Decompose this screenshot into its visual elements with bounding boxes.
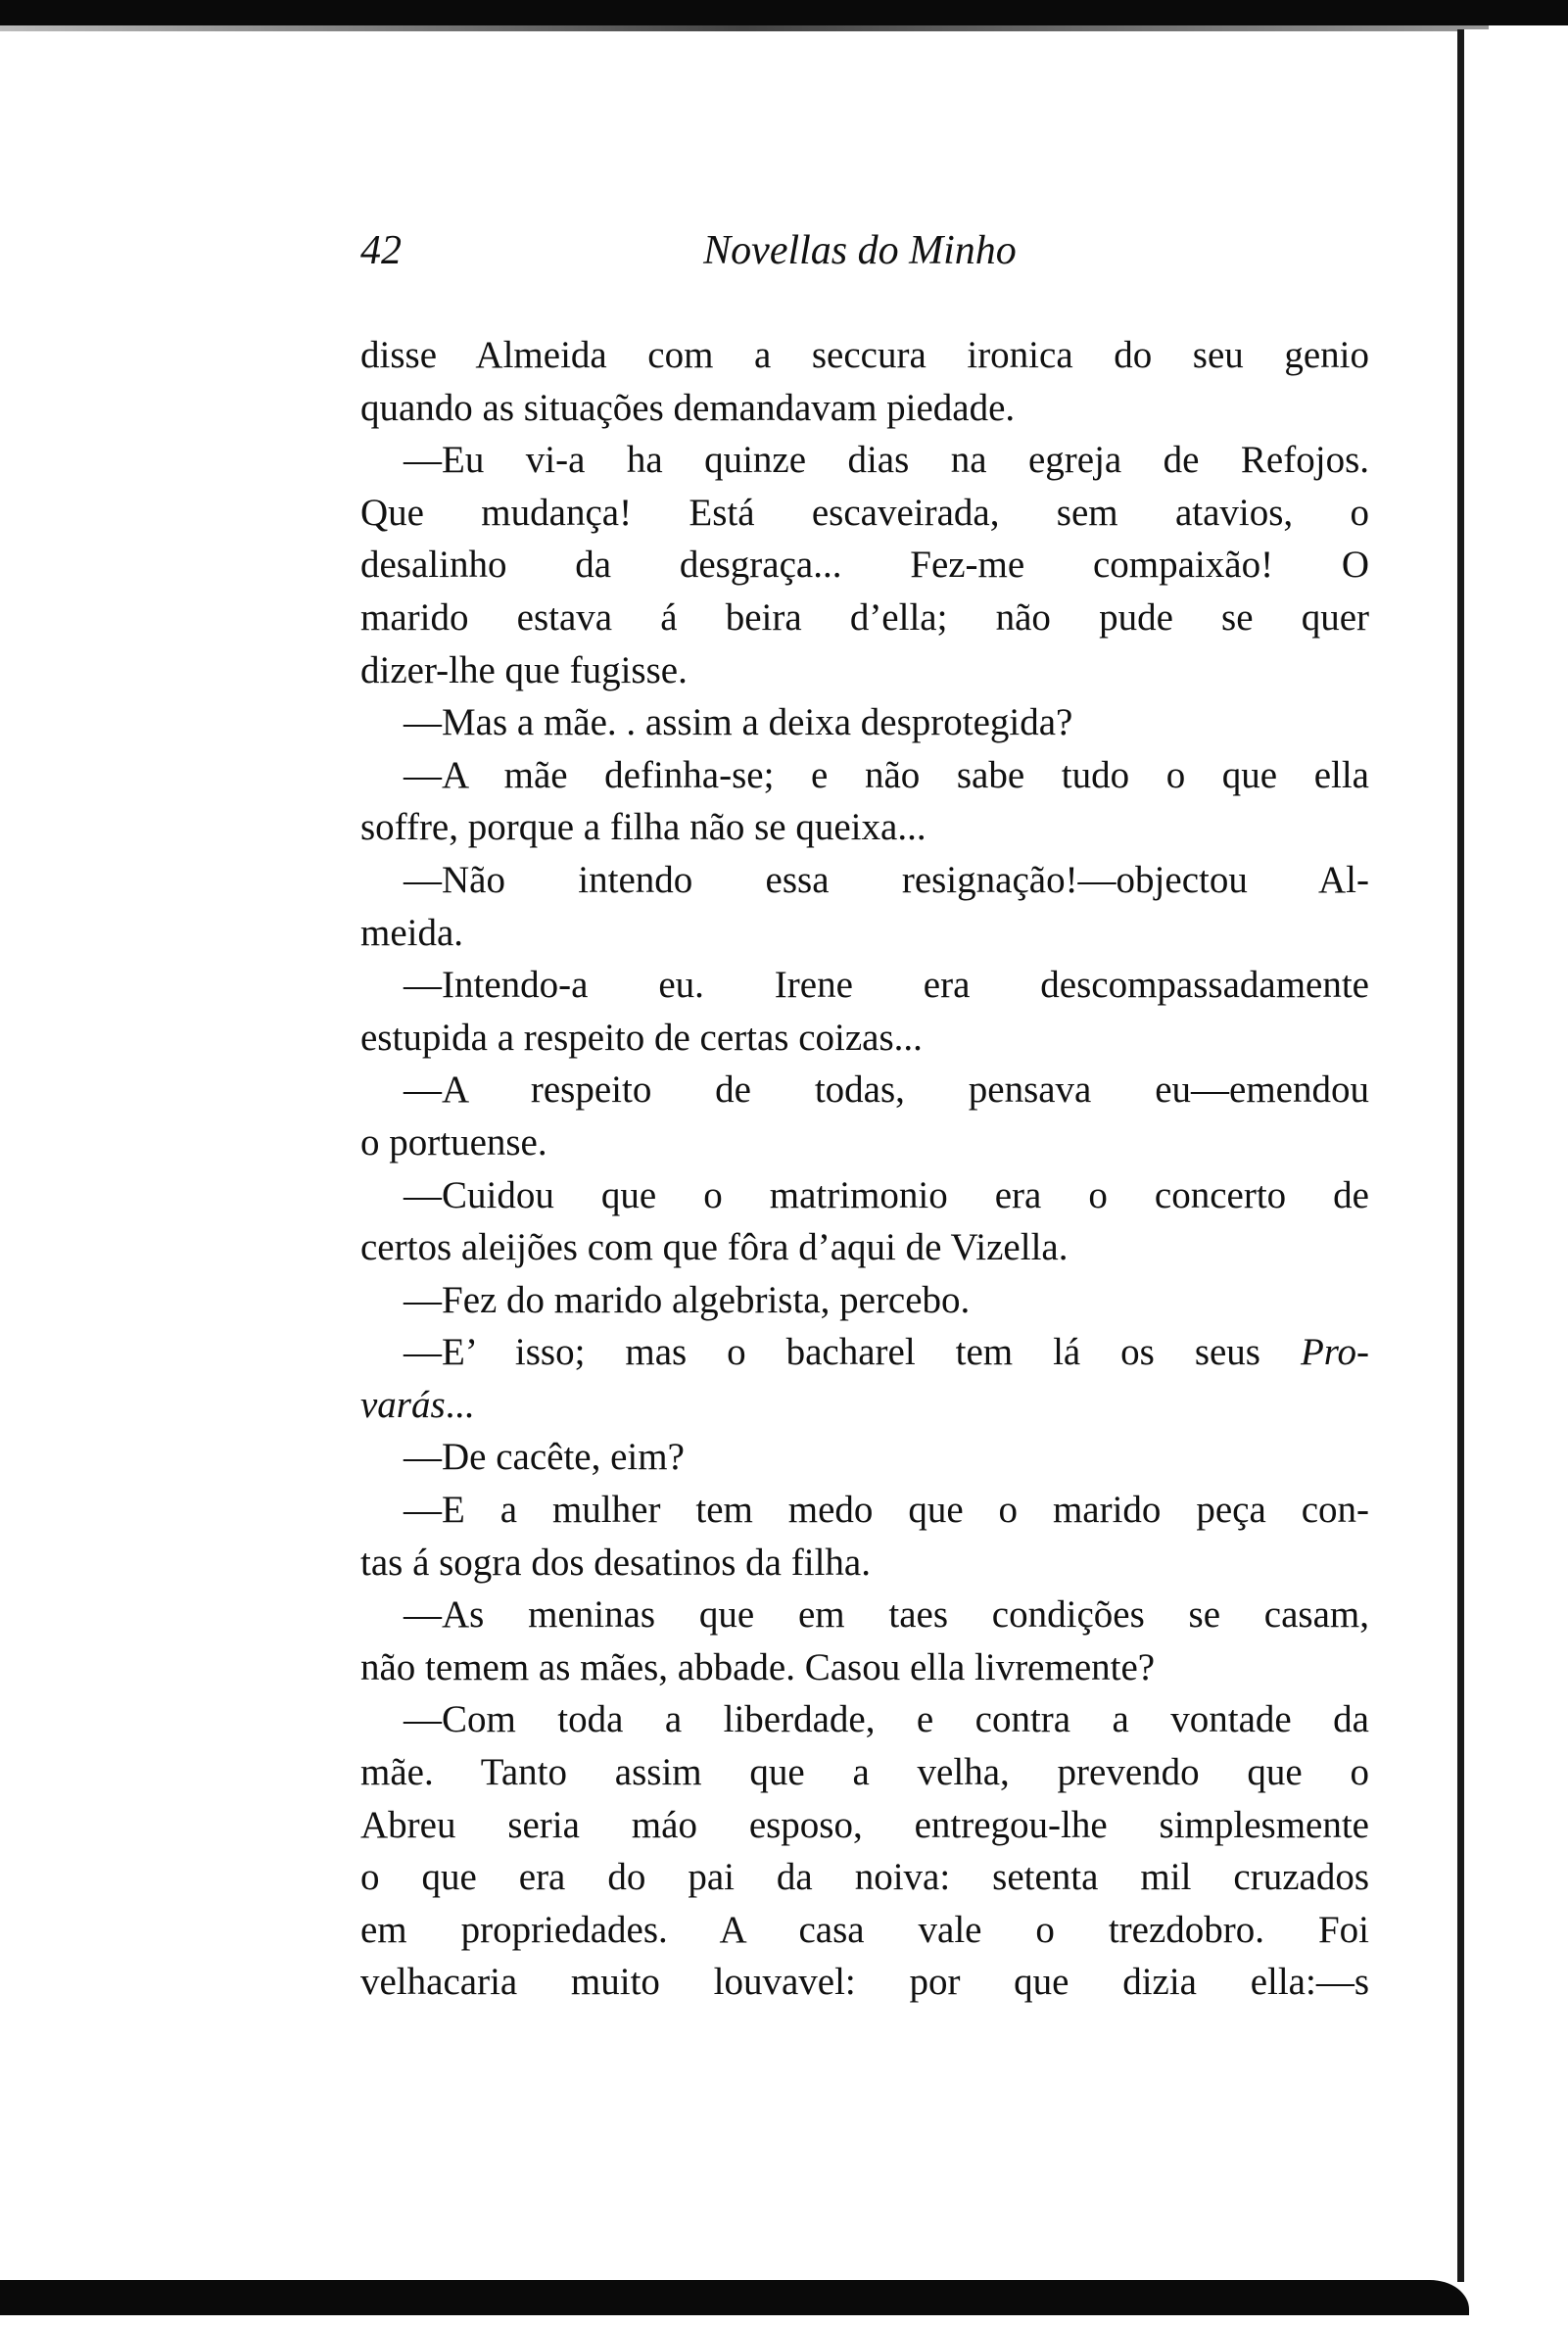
text-line: —Fez do marido algebrista, percebo.	[404, 1278, 971, 1321]
text-line	[360, 1379, 1369, 1432]
scan-border-top	[0, 0, 1568, 25]
text-line: —Mas a mãe. . assim a deixa desprotegida?	[404, 701, 1073, 744]
body-text	[360, 329, 1369, 2009]
text-line: o que era do pai da noiva: setenta mil cruzados	[360, 1856, 1369, 1899]
running-title: Novellas do Minho	[703, 228, 1017, 273]
text-line: tas á sogra dos desatinos da filha.	[360, 1541, 871, 1584]
page-number: 42	[360, 228, 402, 273]
scan-border-bottom	[0, 2280, 1469, 2315]
text-line: —De cacête, eim?	[404, 1436, 685, 1479]
text-line: —As meninas que em taes condições se casam,	[404, 1593, 1369, 1637]
text-segment: —E’ isso; mas o bacharel tem lá os seus	[404, 1331, 1301, 1374]
text-line: disse Almeida com a seccura ironica do seu genio	[360, 334, 1369, 376]
text-line: o portuense.	[360, 1120, 547, 1164]
text-line: —Cuidou que o matrimonio era o concerto de	[404, 1173, 1369, 1216]
text-line: velhacaria muito louvavel: por que dizia ella:—s	[360, 1961, 1369, 2004]
text-segment: ...	[445, 1383, 474, 1426]
text-line: quando as situações demandavam piedade.	[360, 386, 1016, 429]
text-line	[360, 1326, 1369, 1379]
text-line: soffre, porque a filha não se queixa...	[360, 806, 927, 849]
text-line: —Intendo-a eu. Irene era descompassadamente	[404, 964, 1369, 1007]
text-line: Abreu seria máo esposo, entregou-lhe simplesmente	[360, 1803, 1369, 1846]
text-line: Que mudança! Está escaveirada, sem atavios, o	[360, 491, 1369, 534]
text-line: —Não intendo essa resignação!—objectou Al-	[404, 858, 1369, 901]
text-line: dizer-lhe que fugisse.	[360, 648, 688, 691]
text-line: estupida a respeito de certas coizas...	[360, 1016, 923, 1059]
text-line: em propriedades. A casa vale o trezdobro. Foi	[360, 1908, 1369, 1951]
italic-text: varás	[360, 1383, 446, 1426]
text-line: —Eu vi-a ha quinze dias na egreja de Refojos.	[404, 439, 1369, 482]
italic-text: Pro-	[1300, 1331, 1369, 1374]
text-line: não temem as mães, abbade. Casou ella livremente?	[360, 1645, 1156, 1688]
text-line: —A respeito de todas, pensava eu—emendou	[404, 1069, 1369, 1112]
scan-border-right	[1457, 29, 1464, 2282]
text-line: certos aleijões com que fôra d’aqui de Vizella.	[360, 1226, 1069, 1269]
text-line: marido estava á beira d’ella; não pude se quer	[360, 595, 1369, 639]
text-line: —A mãe definha-se; e não sabe tudo o que ella	[404, 753, 1369, 796]
scan-border-top-shadow	[0, 25, 1489, 31]
scan-margin-bottom	[0, 2315, 1568, 2327]
text-line: meida.	[360, 911, 464, 954]
text-line: —Com toda a liberdade, e contra a vontade da	[404, 1698, 1369, 1741]
text-line: mãe. Tanto assim que a velha, prevendo que o	[360, 1751, 1369, 1794]
text-line: —E a mulher tem medo que o marido peça con-	[404, 1489, 1369, 1532]
text-line: desalinho da desgraça... Fez-me compaixão! O	[360, 544, 1369, 587]
scan-margin-right	[1464, 29, 1568, 2311]
